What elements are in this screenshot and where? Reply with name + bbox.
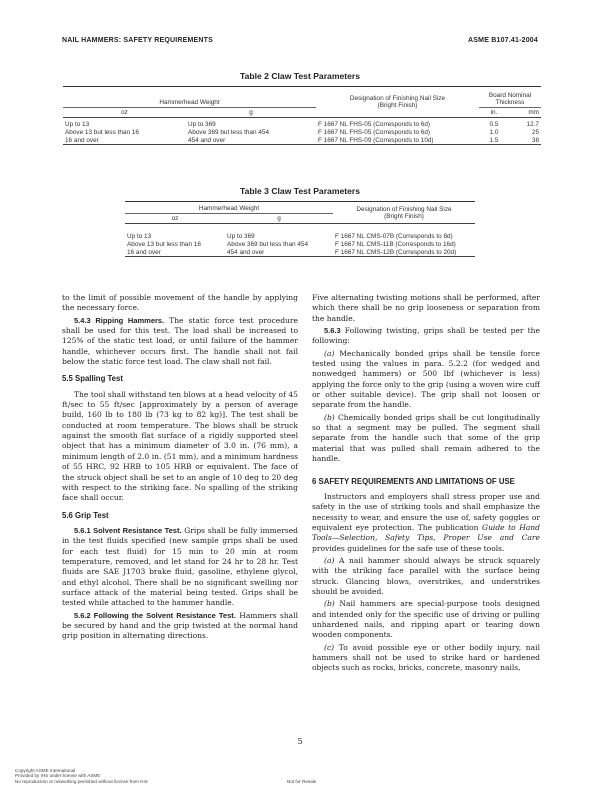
list-item: (c) To avoid possible eye or other bodily injury, nail hammers shall not be used to strike hard or hardened objects such as rocks, bricks, concrete, masonry nails, (312, 642, 540, 673)
table2-head-designation: Designation of Finishing Nail Size (Bright Finish) (349, 95, 446, 109)
table3-cell-g: Above 369 but less than 454 (227, 240, 309, 248)
section-heading-5-5: 5.5 Spalling Test (62, 374, 123, 384)
table2-head-g: g (249, 109, 253, 116)
table2-cell-in: 1.5 (489, 136, 499, 144)
table-row (125, 248, 475, 257)
table2-head-weight: Hammerhead Weight (63, 87, 316, 108)
table2-head-mm: mm (528, 109, 539, 116)
copyright-footer (15, 768, 148, 784)
table3-head-designation: Designation of Finishing Nail Size (Bright Finish) (356, 205, 452, 220)
table2-cell-g: 454 and over (188, 136, 226, 144)
table3-cell-designation: F 1667 NL CMS-07B (Corresponds to 8d) (335, 232, 453, 240)
section-5-6-2: 5.6.2 Following the Solvent Resistance Test. Hammers shall be secured by hand and the grip twisted at the normal hand grip position in alternating directions. (62, 610, 299, 641)
table-row (63, 136, 541, 145)
table2-cell-g: Up to 369 (188, 120, 216, 128)
table3-cell-oz: 16 and over (127, 248, 161, 256)
table2-cell-oz: 16 and over (65, 136, 99, 144)
running-header (62, 37, 538, 44)
table3-head-g: g (277, 215, 281, 222)
table-row (125, 232, 475, 240)
table3-head-oz: oz (171, 215, 179, 222)
table2-cell-designation: F 1667 NL FHS-05 (Corresponds to 6d) (318, 120, 431, 128)
header-standard-number: ASME B107.41-2004 (468, 37, 538, 44)
page-number: 5 (297, 737, 303, 746)
table2-cell-mm: 12.7 (526, 120, 539, 128)
left-column (62, 293, 298, 644)
footer-line: No reproduction or networking permitted without license from IHS (15, 778, 148, 784)
table3-cell-oz: Up to 13 (127, 232, 152, 240)
table2-cell-oz: Up to 13 (65, 120, 90, 128)
table3-cell-oz: Above 13 but less than 16 (127, 240, 201, 248)
list-item: (a) Mechanically bonded grips shall be tensile force tested using the values in para. 5.2.2 (for wedged and nonwedged hammers) or 500 lbf (whichever is less) applying the force only to the grip (using a woven wire cuff or other suitable device). The grip shall not loosen or separate from the handle. (312, 348, 540, 410)
paragraph: Five alternating twisting motions shall be performed, after which there shall be no grip looseness or separation from the handle. (312, 293, 540, 323)
section-heading-5-6: 5.6 Grip Test (62, 510, 109, 520)
table2-cell-in: 0.5 (489, 120, 499, 128)
section-heading-6: 6 SAFETY REQUIREMENTS AND LIMITATIONS OF USE (312, 476, 515, 486)
table2-caption: Table 2 Claw Test Parameters (239, 71, 361, 81)
table3-cell-g: 454 and over (227, 248, 265, 256)
table2 (63, 86, 541, 145)
table2-cell-mm: 38 (531, 136, 539, 144)
footer-line: Provided by IHS under license with ASME (15, 773, 101, 779)
table-row (63, 128, 541, 136)
table3-cell-g: Up to 369 (227, 232, 255, 240)
section-5-6-3: 5.6.3 Following twisting, grips shall be tested per the following: (312, 326, 540, 346)
table2-cell-designation: F 1667 NL FHS-09 (Corresponds to 10d) (318, 136, 434, 144)
table3-caption: Table 3 Claw Test Parameters (239, 186, 361, 196)
footer-line: Copyright ASME International (15, 768, 76, 773)
paragraph: The tool shall withstand ten blows at a head velocity of 45 ft/sec to 55 ft/sec [approximately by a person of average build, 160 lb to 180 lb (73 kg to 82 kg)]. The test shall be conducted at room temperature. The blows shall be struck against the smooth flat surface of a rigidly supported steel object that has a minimum diameter of 3.0 in. (76 mm), a minimum length of 2.0 in. (51 mm), and a minimum hardness of 55 HRC, 92 HRB to 105 HRB or equivalent. The face of the struck object shall be set to an angle of 10 deg to 20 deg with respect to the striking face. No spalling of the striking face shall occur. (62, 389, 298, 503)
paragraph: to the limit of possible movement of the handle by applying the necessary force. (62, 293, 298, 313)
table3-cell-designation: F 1667 NL CMS-11B (Corresponds to 16d) (335, 240, 456, 248)
table3 (125, 201, 475, 257)
section-5-4-3: 5.4.3 Ripping Hammers. The static force test procedure shall be used for this test. The load shall be increased to 125% of the static test load, or until failure of the hammer handle, whichever occurs first. The handle shall not fail below the static force test load. The claw shall not fail. (62, 315, 298, 367)
right-column (312, 293, 540, 676)
list-item: (b) Nail hammers are special-purpose tools designed and intended only for the specific use of driving or pulling unhardened nails, and ripping apart or tearing down wooden components. (312, 599, 540, 640)
table-row (125, 240, 475, 248)
header-title: NAIL HAMMERS: SAFETY REQUIREMENTS (62, 37, 214, 44)
table2-cell-in: 1.0 (489, 128, 499, 136)
table2-cell-designation: F 1667 NL FHS-05 (Corresponds to 6d) (318, 128, 431, 136)
table2-cell-mm: 25 (531, 128, 539, 136)
table2-head-thickness: Board Nominal Thickness (479, 87, 541, 108)
paragraph: Instructors and employers shall stress proper use and safety in the use of striking tools and shall emphasize the necessity to wear, and ensure the use of, safety goggles or equivalent eye protection. The publication Guide to Hand Tools—Selection, Safety Tips, Proper Use and Care provides guidelines for the safe use of these tools. (312, 491, 540, 553)
table2-head-in: in. (490, 109, 498, 116)
table3-head-weight: Hammerhead Weight (125, 202, 333, 214)
table2-cell-oz: Above 13 but less than 16 (65, 128, 139, 136)
table-row (63, 120, 541, 128)
list-item: (a) A nail hammer should always be struck squarely with the striking face parallel with the surface being struck. Glancing blows, overstrikes, and understrikes should be avoided. (312, 555, 540, 596)
table2-cell-g: Above 369 but less than 454 (188, 128, 270, 136)
table2-head-oz: oz (121, 109, 128, 116)
table3-cell-designation: F 1667 NL CMS-12B (Corresponds to 20d) (335, 248, 457, 256)
not-for-resale-footer: Not for Resale (287, 779, 317, 784)
list-item: (b) Chemically bonded grips shall be cut longitudinally so that a segment may be pulled. The segment shall separate from the handle such that some of the grip material that was pulled shall remain adhered to the handle. (312, 412, 540, 464)
section-5-6-1: 5.6.1 Solvent Resistance Test. Grips shall be fully immersed in the test fluids specified (new sample grips shall be used for each test fluid) for 15 min to 20 min at room temperature, removed, and let stand for 24 hr to 28 hr. Test fluids are SAE J1703 brake fluid, gasoline, ethylene glycol, and ethyl alcohol. There shall be no significant swelling nor surface attack of the material being tested. Grips shall be tested while attached to the hammer handle. (62, 525, 299, 608)
